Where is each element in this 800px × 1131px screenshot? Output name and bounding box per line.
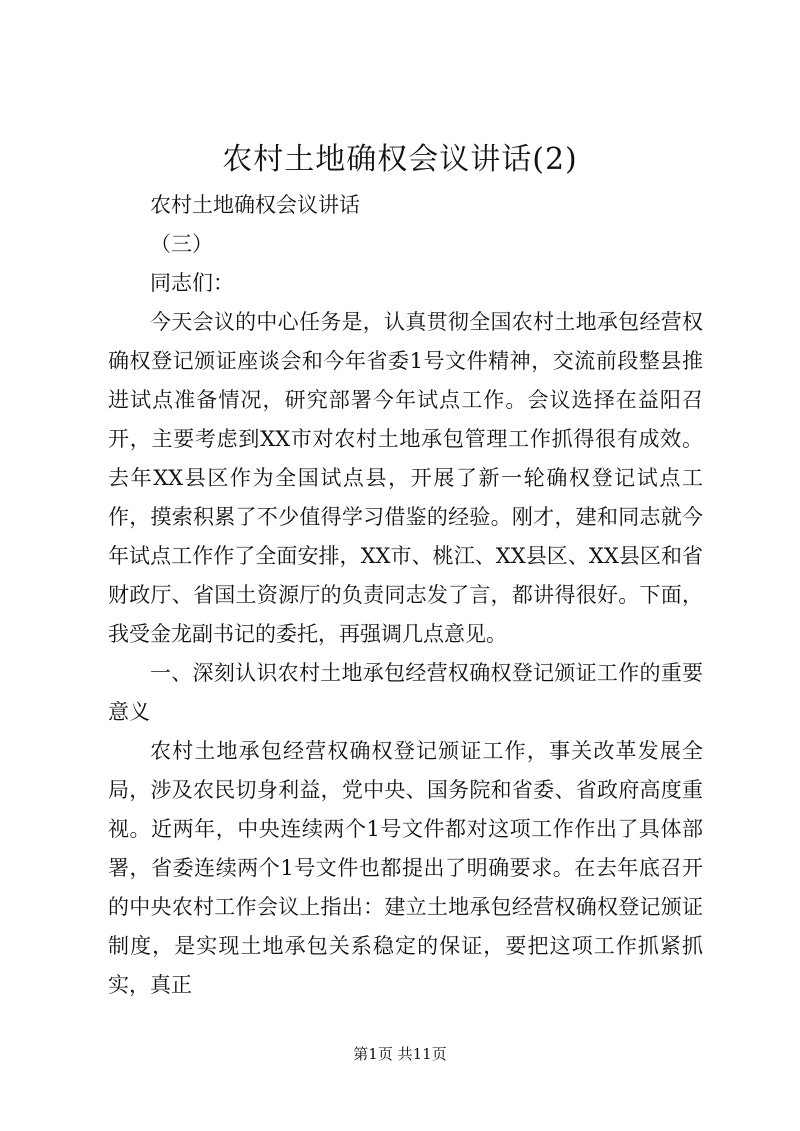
salutation-paragraph: 同志们： xyxy=(150,271,234,295)
document-title: 农村土地确权会议讲话(2) xyxy=(222,142,578,177)
page-number-footer: 第1页 共11页 xyxy=(353,1045,447,1063)
document-body xyxy=(108,186,703,1005)
body-paragraph: 农村土地承包经营权确权登记颁证工作，事关改革发展全局，涉及农民切身利益，党中央、国务院和省委、省政府高度重视。近两年，中央连续两个1号文件都对这项工作作出了具体部署，省委连续两个1号文件也都提出了明确要求。在去年底召开的中央农村工作会议上指出：建立土地承包经营权确权登记颁证制度，是实现土地承包关系稳定的保证，要把这项工作抓紧抓实，真正 xyxy=(108,739,703,997)
section-heading-paragraph: 一、深刻认识农村土地承包经营权确权登记颁证工作的重要意义 xyxy=(108,661,703,724)
section-number-paragraph: （三） xyxy=(150,232,213,256)
subtitle-paragraph: 农村土地确权会议讲话 xyxy=(150,193,360,217)
body-paragraph: 今天会议的中心任务是，认真贯彻全国农村土地承包经营权确权登记颁证座谈会和今年省委1号文件精神，交流前段整县推进试点准备情况，研究部署今年试点工作。会议选择在益阳召开，主要考虑到XX市对农村土地承包管理工作抓得很有成效。去年XX县区作为全国试点县，开展了新一轮确权登记试点工作，摸索积累了不少值得学习借鉴的经验。刚才，建和同志就今年试点工作作了全面安排，XX市、桃江、XX县区、XX县区和省财政厅、省国土资源厅的负责同志发了言，都讲得很好。下面，我受金龙副书记的委托，再强调几点意见。 xyxy=(108,310,703,646)
